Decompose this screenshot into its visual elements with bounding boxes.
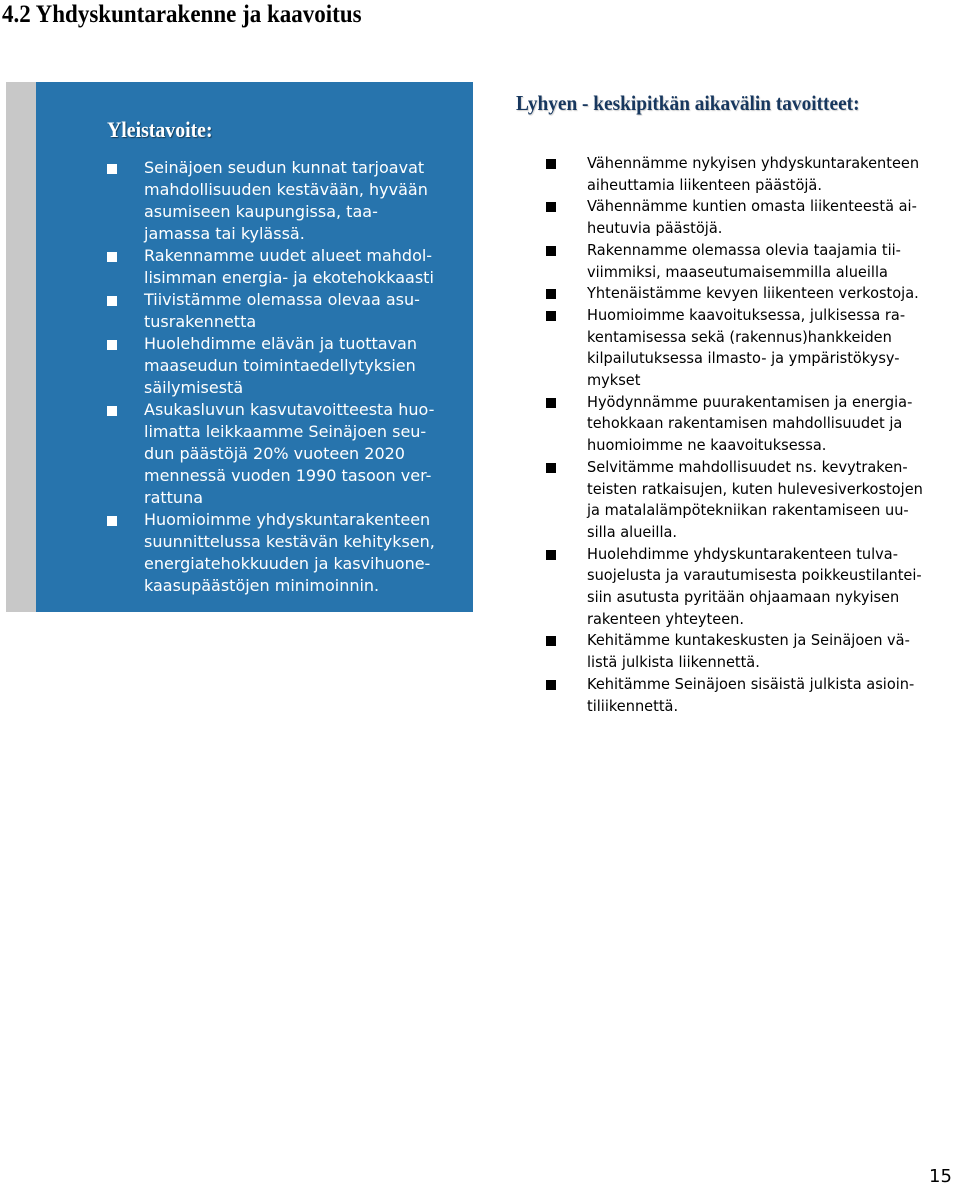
short-term-goal-item: [546, 544, 960, 631]
short-term-goal-item: [546, 283, 960, 305]
list-item-text-line: kaasupäästöjen minimoinnin.: [144, 576, 380, 595]
square-bullet-icon: [107, 296, 117, 306]
square-bullet-icon: [546, 159, 556, 169]
short-term-goals-list: [546, 153, 960, 717]
goal-list-item: [107, 509, 452, 597]
square-bullet-icon: [546, 636, 556, 646]
goal-list-item: [107, 245, 452, 289]
short-term-goal-item: [546, 196, 960, 239]
list-item-text-line: energiatehokkuuden ja kasvihuone-: [144, 554, 431, 573]
square-bullet-icon: [107, 164, 117, 174]
list-item-text-line: teisten ratkaisujen, kuten hulevesiverkostojen: [587, 479, 923, 498]
list-item-text-line: Hyödynnämme puurakentamisen ja energia-: [587, 392, 913, 411]
square-bullet-icon: [107, 340, 117, 350]
square-bullet-icon: [546, 246, 556, 256]
goal-list-item: [107, 289, 452, 333]
list-item-text-line: huomioimme ne kaavoituksessa.: [587, 436, 827, 455]
list-item-text-line: rakenteen yhteyteen.: [587, 609, 744, 628]
list-item-text-line: Rakennamme uudet alueet mahdol-: [144, 246, 433, 265]
list-item-text-line: Huomioimme yhdyskuntarakenteen: [144, 510, 431, 529]
list-item-text-line: Yhtenäistämme kevyen liikenteen verkostoja.: [587, 284, 919, 303]
square-bullet-icon: [107, 406, 117, 416]
section-title: 4.2 Yhdyskuntarakenne ja kaavoitus: [2, 1, 362, 28]
list-item-text-line: säilymisestä: [144, 378, 244, 397]
square-bullet-icon: [546, 680, 556, 690]
square-bullet-icon: [107, 516, 117, 526]
list-item-text-line: rattuna: [144, 488, 204, 507]
goal-list: [107, 157, 452, 597]
square-bullet-icon: [546, 289, 556, 299]
list-item-text-line: lisimman energia- ja ekotehokkaasti: [144, 268, 434, 287]
list-item-text-line: siin asutusta pyritään ohjaamaan nykyisen: [587, 588, 900, 607]
list-item-text-line: tusrakennetta: [144, 312, 257, 331]
list-item-text-line: asumiseen kaupungissa, taa-: [144, 202, 378, 221]
square-bullet-icon: [546, 311, 556, 321]
short-term-goal-item: [546, 457, 960, 544]
list-item-text-line: Kehitämme Seinäjoen sisäistä julkista asioin-: [587, 674, 915, 693]
list-item-text-line: Rakennamme olemassa olevia taajamia tii-: [587, 240, 901, 259]
list-item-text-line: Huolehdimme elävän ja tuottavan: [144, 334, 417, 353]
list-item-text-line: suojelusta ja varautumisesta poikkeustilantei-: [587, 566, 922, 585]
short-term-goal-item: [546, 674, 960, 717]
list-item-text-line: limatta leikkaamme Seinäjoen seu-: [144, 422, 427, 441]
page-number: 15: [929, 1166, 952, 1187]
short-term-goal-item: [546, 240, 960, 283]
list-item-text-line: Huomioimme kaavoituksessa, julkisessa ra-: [587, 305, 906, 324]
list-item-text-line: tiliikennettä.: [587, 696, 679, 715]
list-item-text-line: suunnittelussa kestävän kehityksen,: [144, 532, 435, 551]
goal-list-item: [107, 399, 452, 509]
short-term-goal-item: [546, 630, 960, 673]
short-term-goal-item: [546, 392, 960, 457]
list-item-text-line: kilpailutuksessa ilmasto- ja ympäristökysy-: [587, 349, 900, 368]
square-bullet-icon: [107, 252, 117, 262]
list-item-text-line: mennessä vuoden 1990 tasoon ver-: [144, 466, 432, 485]
square-bullet-icon: [546, 202, 556, 212]
short-term-goals-heading: Lyhyen - keskipitkän aikavälin tavoitteet:: [516, 91, 860, 115]
list-item-text-line: ja matalalämpötekniikan rakentamiseen uu-: [587, 501, 909, 520]
short-term-goal-item: [546, 153, 960, 196]
list-item-text-line: tehokkaan rakentamisen mahdollisuudet ja: [587, 414, 903, 433]
list-item-text-line: Vähennämme kuntien omasta liikenteestä ai-: [587, 197, 917, 216]
list-item-text-line: aiheuttamia liikenteen päästöjä.: [587, 175, 822, 194]
goal-list-item: [107, 157, 452, 245]
list-item-text-line: Kehitämme kuntakeskusten ja Seinäjoen vä-: [587, 631, 910, 650]
list-item-text-line: silla alueilla.: [587, 522, 678, 541]
short-term-goal-item: [546, 305, 960, 392]
list-item-text-line: mahdollisuuden kestävään, hyvään: [144, 180, 428, 199]
list-item-text-line: Huolehdimme yhdyskuntarakenteen tulva-: [587, 544, 898, 563]
list-item-text-line: kentamisessa sekä (rakennus)hankkeiden: [587, 327, 892, 346]
goal-list-item: [107, 333, 452, 399]
list-item-text-line: mykset: [587, 371, 641, 390]
list-item-text-line: Selvitämme mahdollisuudet ns. kevytraken-: [587, 457, 908, 476]
list-item-text-line: dun päästöjä 20% vuoteen 2020: [144, 444, 405, 463]
goal-box-heading: Yleistavoite:: [107, 117, 213, 142]
square-bullet-icon: [546, 398, 556, 408]
square-bullet-icon: [546, 550, 556, 560]
list-item-text-line: Vähennämme nykyisen yhdyskuntarakenteen: [587, 154, 920, 172]
list-item-text-line: maaseudun toimintaedellytyksien: [144, 356, 416, 375]
list-item-text-line: Asukasluvun kasvutavoitteesta huo-: [144, 400, 435, 419]
list-item-text-line: jamassa tai kylässä.: [144, 224, 305, 243]
square-bullet-icon: [546, 463, 556, 473]
list-item-text-line: listä julkista liikennettä.: [587, 653, 760, 672]
list-item-text-line: heutuvia päästöjä.: [587, 219, 723, 238]
list-item-text-line: Seinäjoen seudun kunnat tarjoavat: [144, 158, 425, 177]
list-item-text-line: Tiivistämme olemassa olevaa asu-: [144, 290, 420, 309]
list-item-text-line: viimmiksi, maaseutumaisemmilla alueilla: [587, 262, 888, 281]
